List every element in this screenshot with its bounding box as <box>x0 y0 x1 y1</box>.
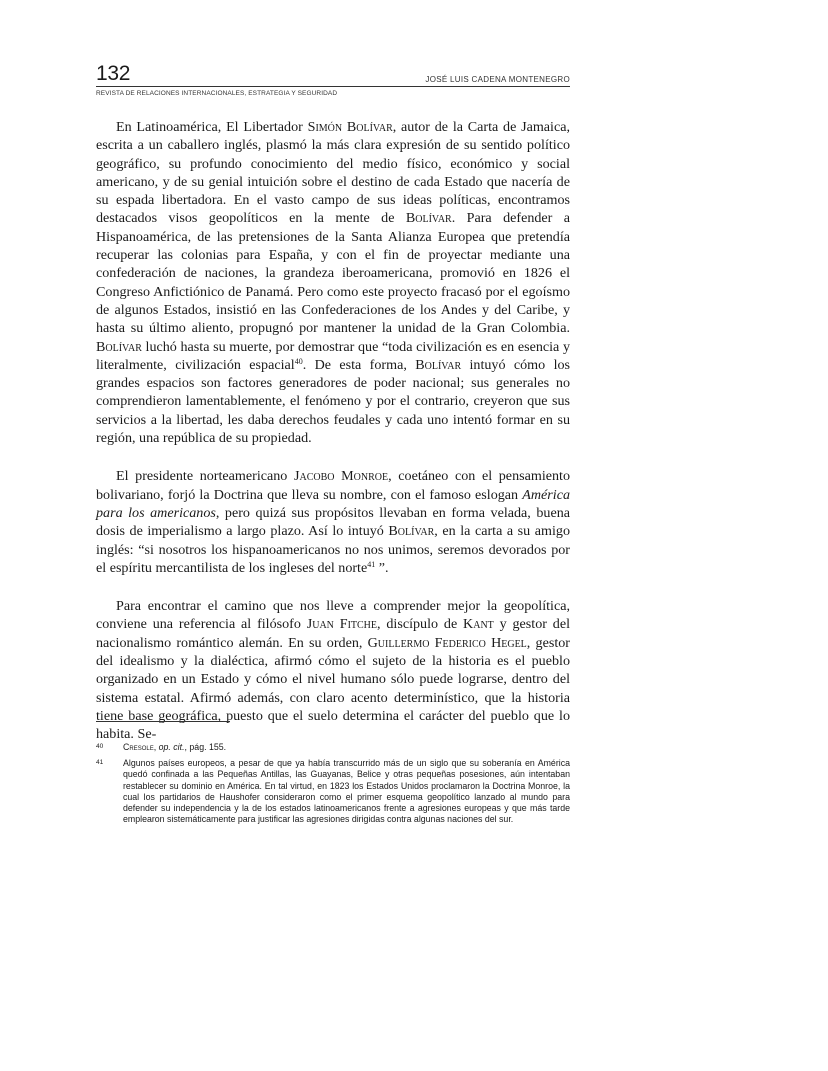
footnote-op-cit: op. cit. <box>158 742 185 752</box>
p2-text-4: , en la carta a su amigo inglés: “si nosotros los hispanoamericanos no nos unimos, seremos devorados por el espíritu mercantilista de los ingleses del norte <box>96 523 570 576</box>
p2-name-monroe: Jacobo Monroe <box>294 468 389 485</box>
p1-name-bolivar-2: Bolívar <box>405 210 452 227</box>
p1-text-5: . De esta forma, <box>302 356 416 373</box>
p2-text-1: El presidente norteamericano <box>116 468 294 485</box>
p1-text-1: En Latinoamérica, El Libertador <box>116 119 308 135</box>
journal-title: REVISTA DE RELACIONES INTERNACIONALES, ESTRATEGIA Y SEGURIDAD <box>96 90 338 97</box>
footnotes <box>96 742 570 825</box>
page-number: 132 <box>96 62 131 85</box>
p2-text-2: , coetáneo con el pensamiento bolivariano, forjó la Doctrina que lleva su nombre, con el famoso eslogan <box>96 468 570 503</box>
p2-text-3: , pero quizá sus propósitos llevaban en forma velada, buena dosis de imperialismo a largo plazo. Así lo intuyó <box>96 504 570 540</box>
footnote-number: 41 <box>96 759 104 767</box>
p1-text-3: . Para defender a Hispanoamérica, de las pretensiones de la Santa Alianza Europea que pretendía recuperar las colonias para España, y con el fin de proyectar mediante una confederación de naciones, la grandeza iberoamericana, promovió en 1826 el Congreso Anfictiónico de Panamá. Pero como este proyecto fracasó por el egoísmo de algunos Estados, insistió en las Confederaciones de los Andes y del Caribe, y hasta su último aliento, propugnó por mantener la unidad de la Gran Colombia. <box>96 210 571 337</box>
p1-text-6: intuyó cómo los grandes espacios son factores generadores de poder nacional; sus generales no comprendieron lamentablemente, el fenómeno y por el contrario, creyeron que sus servicios a la libertad, les daba derechos feudales y cada uno intentó formar en su región, una república de su propiedad. <box>96 356 571 447</box>
header-rule <box>96 86 570 87</box>
p1-name-bolivar: Simón Bolívar <box>307 119 393 135</box>
footnote-41 <box>96 758 570 825</box>
running-author: JOSÉ LUIS CADENA MONTENEGRO <box>425 75 570 84</box>
p3-name-kant: Kant <box>463 616 494 633</box>
p3-text-2: , discípulo de <box>377 616 464 633</box>
p3-name-hegel: Guillermo Federico Hegel <box>367 634 527 651</box>
footnote-number: 40 <box>96 743 104 750</box>
p3-text-3: y gestor del nacionalismo romántico alemán. En su orden, <box>96 616 571 651</box>
footnote-text: , <box>153 742 159 752</box>
p3-text-1: Para encontrar el camino que nos lleve a comprender mejor la geopolítica, conviene una referencia al filósofo <box>96 598 570 633</box>
p3-name-fitche: Juan Fitche <box>306 616 378 633</box>
paragraph-2 <box>96 467 570 577</box>
body-text <box>96 118 570 744</box>
p2-slogan: América para los americanos <box>96 486 570 521</box>
footnote-40 <box>96 742 570 753</box>
paragraph-1 <box>96 118 570 447</box>
p1-text-4: luchó hasta su muerte, por demostrar que “toda civilización es en esencia y literalmente, civilización espacial <box>96 338 570 373</box>
footnote-text: Algunos países europeos, a pesar de que ya había transcurrido más de un siglo que su soberanía en América quedó confinada a las Pequeñas Antillas, las Guayanas, Belice y otras pequeñas posesiones, aún intentaban restablecer su dominio en América. En tal virtud, en 1823 los Estados Unidos proclamaron la Doctrina Monroe, la cual los partidarios de Haushofer consideraron como el primer esquema geopolítico lanzado al mundo para defender su independencia y la de los estados latinoamericanos frente a agresiones europeas y que más tarde emplearon sistemáticamente para justificar las agresiones dirigidas contra algunas naciones del sur. <box>123 758 570 825</box>
footnote-rule <box>96 721 230 722</box>
p1-text-2: , autor de la Carta de Jamaica, escrita a un caballero inglés, plasmó la más clara expresión de su sentido político geográfico, su profundo conocimiento del medio físico, económico y social americano, y de su genial intuición sobre el destino de cada Estado que nacería de su espada libertadora. En el vasto campo de sus ideas políticas, encontramos destacados visos geopolíticos en la mente de <box>96 119 570 227</box>
footnote-text: , pág. 155. <box>184 742 227 752</box>
p2-text-5: ”. <box>375 559 389 576</box>
footnote-author: Cresole <box>123 742 154 752</box>
footnote-ref-40[interactable]: 40 <box>294 356 303 366</box>
footnote-ref-41[interactable]: 41 <box>367 559 376 569</box>
p1-name-bolivar-4: Bolívar <box>415 356 462 373</box>
p1-name-bolivar-3: Bolívar <box>96 338 142 355</box>
p3-text-4: , gestor del idealismo y la dialéctica, afirmó cómo el sujeto de la historia es el pueblo organizado en un Estado y cómo el nivel humano sólo puede lograrse, dentro del sistema estatal. Afirmó además, con claro acento determinístico, que la historia tiene base geográfica, puesto que el suelo determina el carácter del pueblo que lo habita. Se- <box>96 634 570 743</box>
p2-name-bolivar: Bolívar <box>388 523 435 540</box>
